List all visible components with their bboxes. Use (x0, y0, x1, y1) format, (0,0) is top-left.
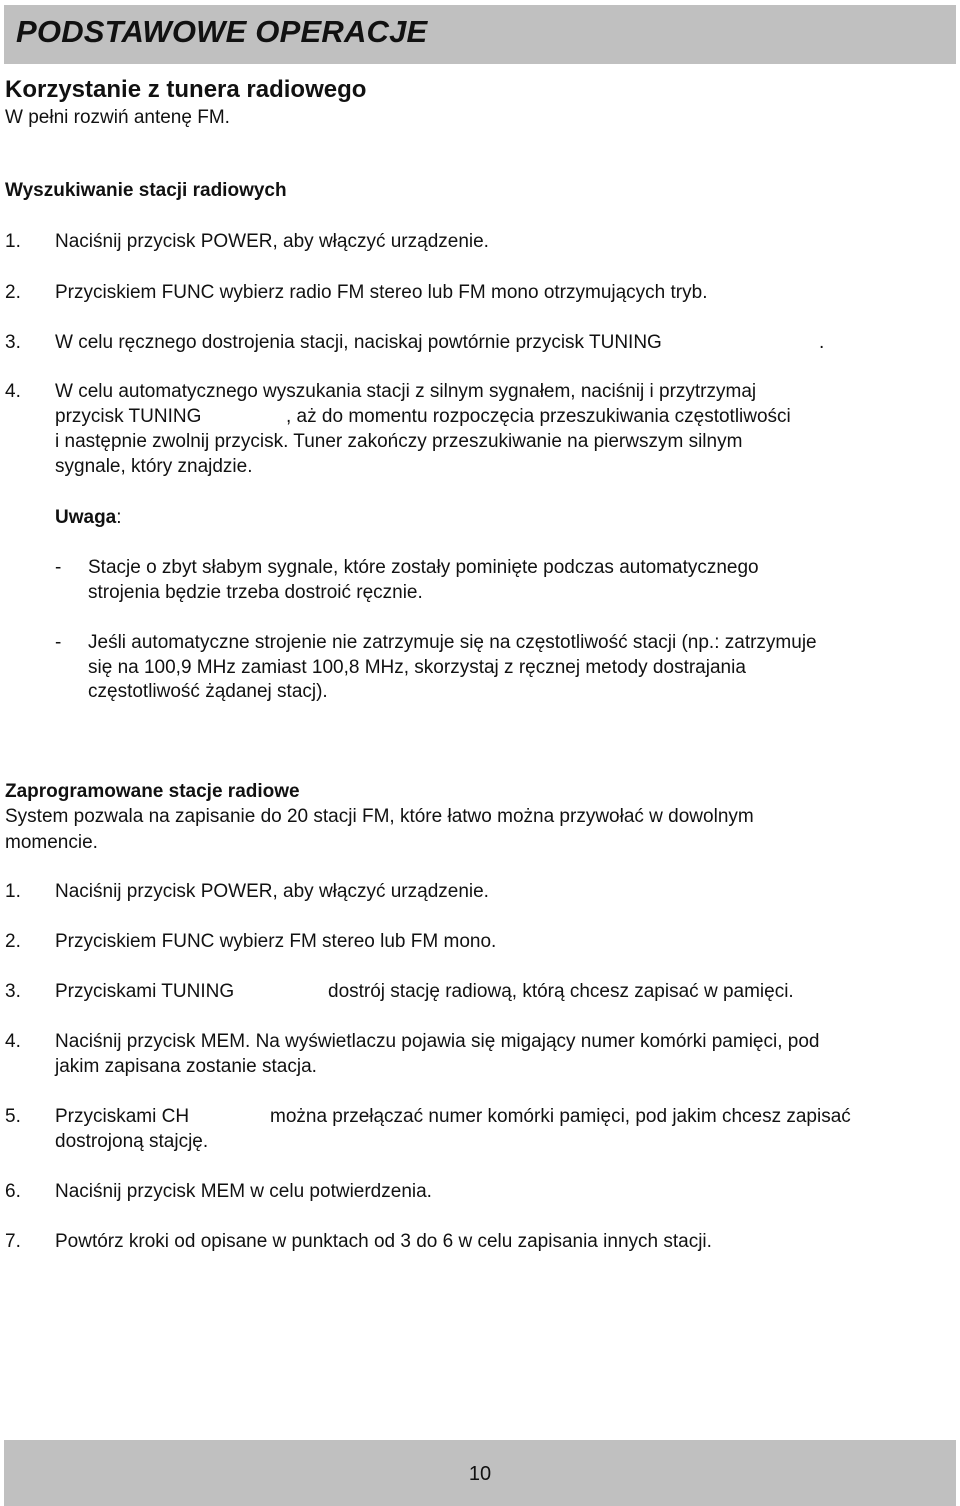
section-title-tuner: Korzystanie z tunera radiowego (5, 76, 367, 103)
step-text: W celu automatycznego wyszukania stacji z silnym sygnałem, naciśnij i przytrzymaj (55, 381, 757, 402)
page-title: PODSTAWOWE OPERACJE (16, 14, 428, 49)
step-number: 2. (5, 931, 21, 952)
note-text: strojenia będzie trzeba dostroić ręcznie. (88, 582, 423, 603)
note-text: Stacje o zbyt słabym sygnale, które zostały pominięte podczas automatycznego (88, 557, 759, 578)
step-text-period: . (819, 332, 825, 353)
step-text: Przyciskami TUNING (55, 981, 235, 1002)
step-number: 3. (5, 981, 21, 1002)
note-text: się na 100,9 MHz zamiast 100,8 MHz, skorzystaj z ręcznej metody dostrajania (88, 657, 746, 678)
step-number: 2. (5, 282, 21, 303)
note-dash: - (55, 557, 62, 578)
step-number: 4. (5, 1031, 21, 1052)
note-text: częstotliwość żądanej stacj). (88, 681, 328, 702)
step-text: sygnale, który znajdzie. (55, 456, 253, 477)
step-text: , aż do momentu rozpoczęcia przeszukiwania częstotliwości (286, 406, 791, 427)
step-text: przycisk TUNING (55, 406, 202, 427)
step-number: 1. (5, 231, 21, 252)
section-intro: System pozwala na zapisanie do 20 stacji FM, które łatwo można przywołać w dowolnym (5, 806, 754, 827)
step-text: Naciśnij przycisk POWER, aby włączyć urządzenie. (55, 231, 489, 252)
subsection-title-search: Wyszukiwanie stacji radiowych (5, 180, 287, 201)
step-text: Naciśnij przycisk MEM w celu potwierdzenia. (55, 1181, 432, 1202)
note-heading (55, 507, 122, 529)
section-intro: momencie. (5, 832, 98, 853)
step-text: dostrojoną stajcję. (55, 1131, 209, 1152)
section-intro-antenna: W pełni rozwiń antenę FM. (5, 107, 230, 128)
step-text: W celu ręcznego dostrojenia stacji, naciskaj powtórnie przycisk TUNING (55, 332, 662, 353)
step-text: Przyciskiem FUNC wybierz FM stereo lub FM mono. (55, 931, 497, 952)
step-number: 3. (5, 332, 21, 353)
step-text: i następnie zwolnij przycisk. Tuner zakończy przeszukiwanie na pierwszym silnym (55, 431, 743, 452)
step-number: 4. (5, 381, 21, 402)
note-label: Uwaga (55, 507, 117, 528)
step-text: można przełączać numer komórki pamięci, pod jakim chcesz zapisać (270, 1106, 851, 1127)
step-number: 5. (5, 1106, 21, 1127)
step-text: dostrój stację radiową, którą chcesz zapisać w pamięci. (328, 981, 794, 1002)
step-text: Powtórz kroki od opisane w punktach od 3 do 6 w celu zapisania innych stacji. (55, 1231, 712, 1252)
page-number: 10 (468, 1463, 492, 1485)
step-text: Naciśnij przycisk MEM. Na wyświetlaczu pojawia się migający numer komórki pamięci, pod (55, 1031, 820, 1052)
note-colon: : (116, 507, 122, 528)
note-dash: - (55, 632, 62, 653)
step-number: 7. (5, 1231, 21, 1252)
section-title-presets: Zaprogramowane stacje radiowe (5, 781, 300, 802)
step-text: Naciśnij przycisk POWER, aby włączyć urządzenie. (55, 881, 489, 902)
step-text: jakim zapisana zostanie stacja. (55, 1056, 317, 1077)
step-text: Przyciskiem FUNC wybierz radio FM stereo lub FM mono otrzymujących tryb. (55, 282, 708, 303)
step-text: Przyciskami CH (55, 1106, 190, 1127)
note-text: Jeśli automatyczne strojenie nie zatrzymuje się na częstotliwość stacji (np.: zatrzymuje (88, 632, 817, 653)
step-number: 1. (5, 881, 21, 902)
step-number: 6. (5, 1181, 21, 1202)
